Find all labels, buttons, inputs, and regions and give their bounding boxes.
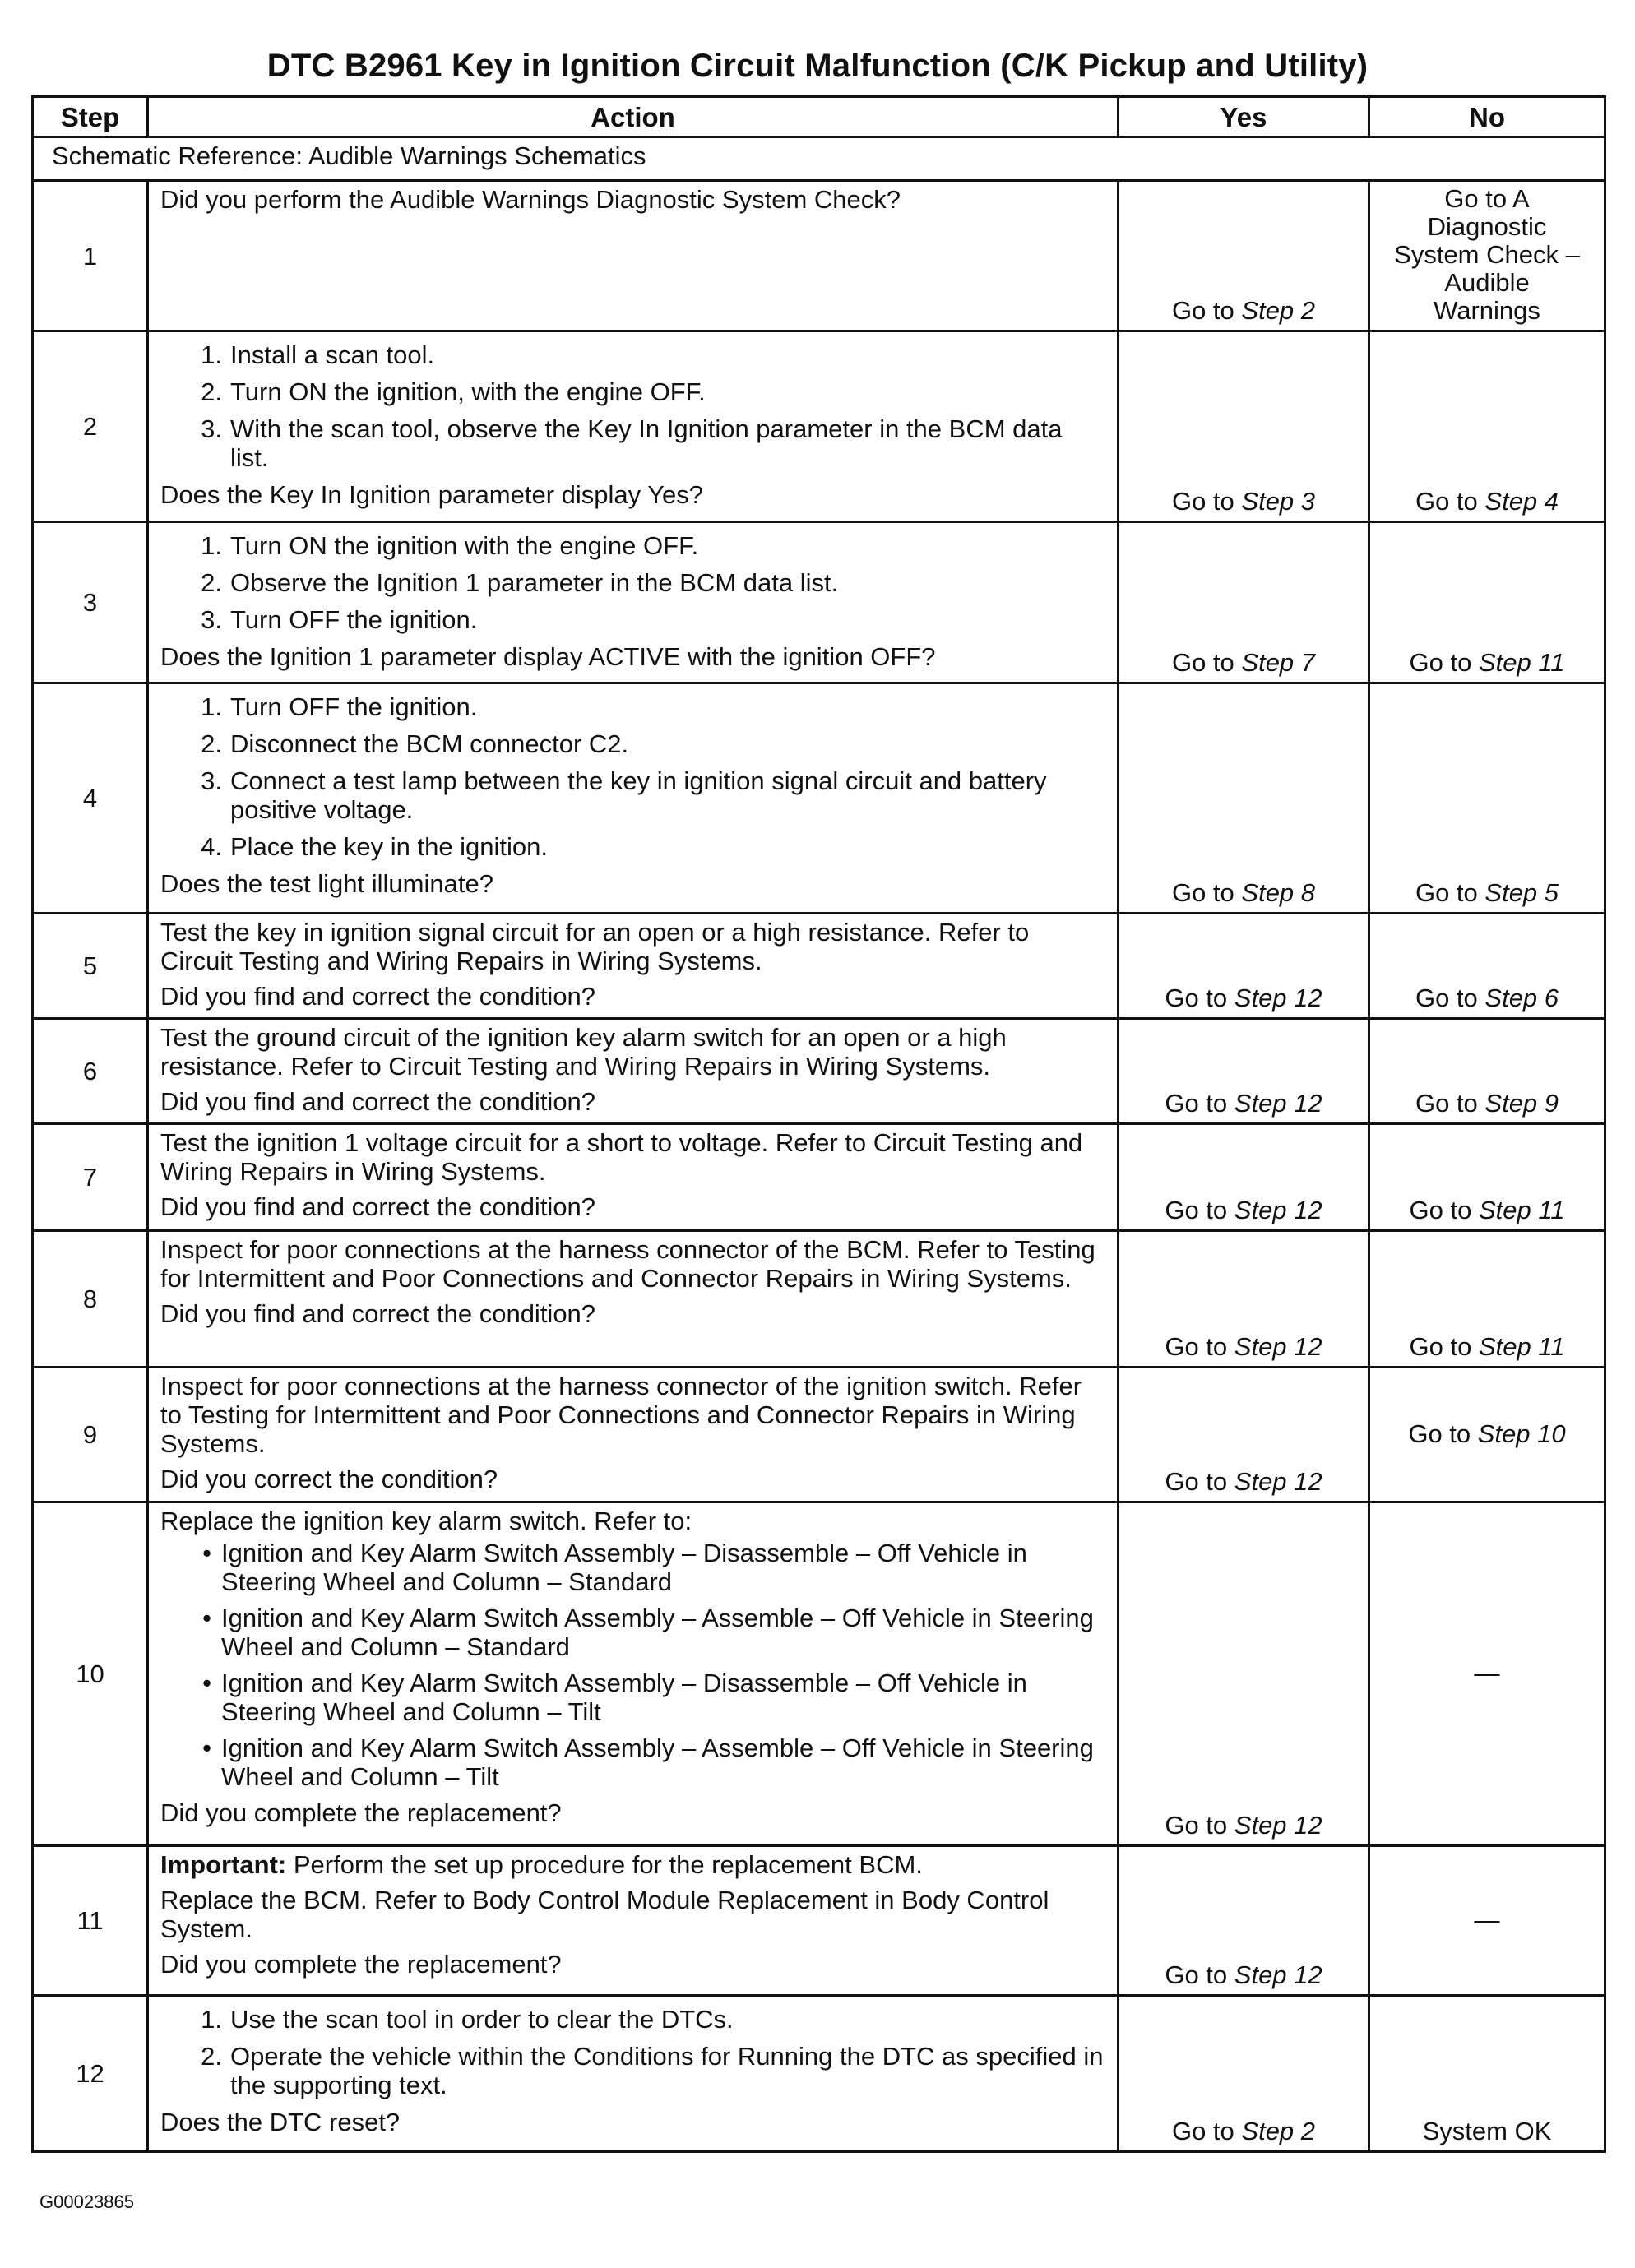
table-row [33,1996,1605,2152]
item-number: 1. [201,2005,222,2034]
item-number: 1. [201,692,222,721]
table-row [33,1019,1605,1124]
goto-prefix: Go to [1165,984,1228,1012]
table-row [33,683,1605,914]
step-number: 4 [33,683,148,914]
no-cell [1369,522,1605,683]
goto-prefix: Go to [1165,1467,1228,1496]
question-text: Did you correct the condition? [160,1465,498,1493]
goto-prefix: Go to [1165,1332,1228,1361]
action-cell [148,914,1119,1019]
question-text: Does the Key In Ignition parameter display Yes? [160,480,704,509]
goto-step-link[interactable]: Step 2 [1241,296,1316,325]
item-number: 3. [201,414,222,443]
item-text: Ignition and Key Alarm Switch Assembly – Assemble – Off Vehicle in Steering Wheel and Column – Standard [221,1604,1094,1661]
goto-prefix: Go to [1165,1089,1228,1118]
question-text: Did you complete the replacement? [160,1950,562,1979]
question-text: Did you find and correct the condition? [160,1299,596,1328]
no-line: System Check – [1394,240,1580,269]
question-text: Did you complete the replacement? [160,1798,562,1827]
yes-cell [1119,1231,1369,1368]
table-row [33,522,1605,683]
goto-step-link[interactable]: Step 9 [1484,1089,1559,1118]
important-text: Perform the set up procedure for the replacement BCM. [286,1850,923,1879]
action-cell [148,1846,1119,1996]
table-row [33,914,1605,1019]
question-text: Did you perform the Audible Warnings Diagnostic System Check? [160,185,901,214]
list-item [160,531,1105,560]
goto-prefix: Go to [1171,296,1234,325]
table-row [33,331,1605,522]
goto-step-link[interactable]: Step 12 [1234,1811,1322,1840]
table-row [33,181,1605,331]
yes-cell [1119,522,1369,683]
page-title: DTC B2961 Key in Ignition Circuit Malfunction (C/K Pickup and Utility) [266,48,1369,84]
action-cell [148,1019,1119,1124]
goto-step-link[interactable]: Step 12 [1234,1089,1322,1118]
goto-step-link[interactable]: Step 12 [1234,1960,1322,1989]
yes-cell [1119,1996,1369,2152]
list-item [160,1539,1105,1596]
yes-cell [1119,1502,1369,1846]
item-text: Use the scan tool in order to clear the DTCs. [230,2005,734,2034]
yes-cell [1119,1846,1369,1996]
no-line: Go to A [1444,184,1530,213]
no-cell [1369,1231,1605,1368]
header-step: Step [33,97,148,137]
bullet-list [160,1539,1105,1791]
bullet-icon: • [202,1733,211,1762]
goto-prefix: Go to [1415,878,1478,907]
yes-cell [1119,181,1369,331]
item-number: 3. [201,605,222,634]
no-cell [1369,181,1605,331]
action-cell [148,522,1119,683]
goto-step-link[interactable]: Step 5 [1484,878,1559,907]
bullet-icon: • [202,1539,211,1567]
goto-prefix: Go to [1165,1811,1228,1840]
action-cell [148,1368,1119,1502]
goto-prefix: Go to [1415,1089,1478,1118]
header-row [33,97,1605,137]
list-item [160,2042,1105,2099]
question-text: Does the test light illuminate? [160,869,493,898]
list-item [160,414,1105,472]
item-number: 2. [201,729,222,758]
list-item [160,1733,1105,1791]
action-cell [148,1231,1119,1368]
schematic-reference: Schematic Reference: Audible Warnings Schematics [33,137,1605,181]
goto-step-link[interactable]: Step 11 [1478,1196,1565,1224]
header-action: Action [148,97,1119,137]
goto-prefix: Go to [1408,1419,1471,1448]
question-text: Did you find and correct the condition? [160,1087,596,1116]
table-row [33,1124,1605,1231]
numbered-list [160,340,1105,472]
question-text: Does the DTC reset? [160,2108,401,2136]
goto-prefix: Go to [1415,487,1478,516]
step-number: 9 [33,1368,148,1502]
no-cell [1369,1368,1605,1502]
list-item [160,1669,1105,1726]
item-number: 2. [201,568,222,597]
action-cell [148,1996,1119,2152]
numbered-list [160,531,1105,634]
step-number: 7 [33,1124,148,1231]
no-cell [1369,683,1605,914]
bullet-icon: • [202,1604,211,1632]
goto-step-link[interactable]: Step 8 [1241,878,1316,907]
item-text: Install a scan tool. [230,340,435,369]
no-line: Warnings [1434,296,1540,325]
action-text: Inspect for poor connections at the harness connector of the BCM. Refer to Testing for Intermittent and Poor Connections and Connector Repairs in Wiring Systems. [160,1235,1095,1293]
step-number: 5 [33,914,148,1019]
step-number: 6 [33,1019,148,1124]
goto-step-link[interactable]: Step 12 [1234,1467,1322,1496]
goto-prefix: Go to [1415,984,1478,1012]
numbered-list [160,2005,1105,2099]
item-number: 4. [201,832,222,861]
goto-step-link[interactable]: Step 11 [1478,648,1565,677]
no-cell [1369,1124,1605,1231]
list-item [160,605,1105,634]
item-text: Disconnect the BCM connector C2. [230,729,629,758]
list-item [160,832,1105,861]
goto-step-link[interactable]: Step 7 [1241,648,1316,677]
yes-cell [1119,1019,1369,1124]
schematic-row [33,137,1605,181]
goto-prefix: Go to [1409,1332,1472,1361]
goto-step-link[interactable]: Step 6 [1484,984,1559,1012]
step-number: 10 [33,1502,148,1846]
table-row [33,1231,1605,1368]
no-line: Diagnostic [1427,212,1547,241]
list-item [160,766,1105,824]
item-text: Turn ON the ignition with the engine OFF. [230,531,699,560]
table-row [33,1368,1605,1502]
header-no: No [1369,97,1605,137]
no-cell: — [1369,1846,1605,1996]
table-row [33,1846,1605,1996]
item-text: Connect a test lamp between the key in ignition signal circuit and battery positive voltage. [230,766,1047,824]
goto-prefix: Go to [1171,878,1234,907]
list-item [160,377,1105,406]
item-number: 1. [201,340,222,369]
numbered-list [160,692,1105,861]
goto-prefix: Go to [1171,648,1234,677]
item-text: Ignition and Key Alarm Switch Assembly – Disassemble – Off Vehicle in Steering Wheel and Column – Standard [221,1539,1027,1596]
item-text: With the scan tool, observe the Key In Ignition parameter in the BCM data list. [230,414,1063,472]
item-text: Ignition and Key Alarm Switch Assembly – Assemble – Off Vehicle in Steering Wheel and Column – Tilt [221,1733,1094,1791]
bullet-icon: • [202,1669,211,1697]
goto-prefix: Go to [1165,1960,1228,1989]
item-text: Operate the vehicle within the Conditions for Running the DTC as specified in the supporting text. [230,2042,1104,2099]
item-text: Ignition and Key Alarm Switch Assembly – Disassemble – Off Vehicle in Steering Wheel and Column – Tilt [221,1669,1027,1726]
goto-step-link[interactable]: Step 11 [1478,1332,1565,1361]
item-number: 1. [201,531,222,560]
diagnostic-table [31,95,1606,2153]
important-note [160,1850,1105,1879]
goto-prefix: Go to [1409,648,1472,677]
goto-step-link[interactable]: Step 3 [1241,487,1316,516]
goto-step-link[interactable]: Step 12 [1234,1196,1322,1224]
goto-step-link[interactable]: Step 12 [1234,1332,1322,1361]
goto-step-link[interactable]: Step 12 [1234,984,1322,1012]
item-text: Place the key in the ignition. [230,832,549,861]
no-cell [1369,1019,1605,1124]
no-cell [1369,914,1605,1019]
question-text: Does the Ignition 1 parameter display ACTIVE with the ignition OFF? [160,642,936,671]
action-text: Test the key in ignition signal circuit for an open or a high resistance. Refer to Circuit Testing and Wiring Repairs in Wiring Systems. [160,918,1030,975]
no-cell: — [1369,1502,1605,1846]
yes-cell [1119,914,1369,1019]
question-text: Did you find and correct the condition? [160,982,596,1011]
header-yes: Yes [1119,97,1369,137]
item-text: Turn OFF the ignition. [230,605,478,634]
action-cell [148,1502,1119,1846]
list-item [160,340,1105,369]
action-text: Test the ignition 1 voltage circuit for a short to voltage. Refer to Circuit Testing and Wiring Repairs in Wiring Systems. [160,1128,1083,1186]
step-number: 12 [33,1996,148,2152]
action-cell [148,683,1119,914]
goto-step-link[interactable]: Step 10 [1477,1419,1566,1448]
figure-id: G00023865 [39,2192,134,2212]
list-item [160,729,1105,758]
item-text: Turn ON the ignition, with the engine OFF. [230,377,706,406]
goto-prefix: Go to [1171,487,1234,516]
step-number: 1 [33,181,148,331]
list-item [160,1604,1105,1661]
no-line: Audible [1444,268,1530,297]
step-number: 8 [33,1231,148,1368]
yes-cell [1119,1124,1369,1231]
list-item [160,2005,1105,2034]
action-text: Test the ground circuit of the ignition key alarm switch for an open or a high resistance. Refer to Circuit Testing and Wiring Repairs in Wiring Systems. [160,1023,1007,1081]
yes-cell [1119,1368,1369,1502]
item-text: Observe the Ignition 1 parameter in the BCM data list. [230,568,839,597]
item-number: 2. [201,377,222,406]
yes-cell [1119,683,1369,914]
step-number: 11 [33,1846,148,1996]
no-cell [1369,331,1605,522]
action-text: Inspect for poor connections at the harness connector of the ignition switch. Refer to Testing for Intermittent and Poor Connections and Connector Repairs in Wiring Systems. [160,1372,1082,1458]
list-item [160,692,1105,721]
step-number: 3 [33,522,148,683]
goto-step-link[interactable]: Step 2 [1241,2117,1316,2145]
no-cell: System OK [1369,1996,1605,2152]
goto-prefix: Go to [1171,2117,1234,2145]
item-number: 3. [201,766,222,795]
goto-prefix: Go to [1165,1196,1228,1224]
action-cell [148,1124,1119,1231]
question-text: Did you find and correct the condition? [160,1192,596,1221]
yes-cell [1119,331,1369,522]
list-item [160,568,1105,597]
action-text: Replace the ignition key alarm switch. Refer to: [160,1507,692,1535]
step-number: 2 [33,331,148,522]
item-text: Turn OFF the ignition. [230,692,478,721]
action-cell [148,331,1119,522]
important-label: Important: [160,1850,287,1879]
table-row [33,1502,1605,1846]
goto-prefix: Go to [1409,1196,1472,1224]
item-number: 2. [201,2042,222,2071]
action-text: Replace the BCM. Refer to Body Control Module Replacement in Body Control System. [160,1886,1049,1943]
action-cell [148,181,1119,331]
goto-step-link[interactable]: Step 4 [1484,487,1559,516]
